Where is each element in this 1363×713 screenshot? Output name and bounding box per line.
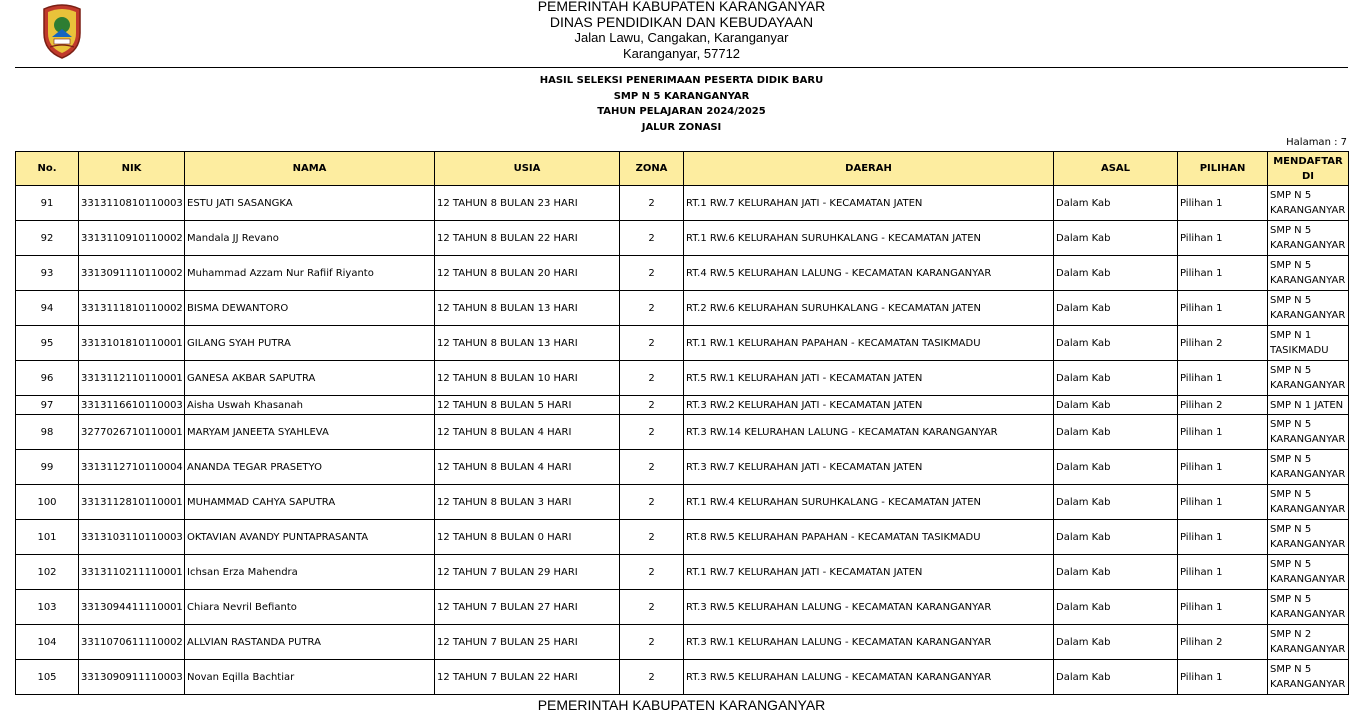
cell-pilihan: Pilihan 2 [1178,396,1268,415]
table-row [16,590,1349,625]
table-header-row [16,152,1349,186]
cell-nama: ANANDA TEGAR PRASETYO [185,450,435,485]
cell-nama: GILANG SYAH PUTRA [185,326,435,361]
cell-usia: 12 TAHUN 8 BULAN 13 HARI [435,291,620,326]
cell-pilihan: Pilihan 1 [1178,361,1268,396]
table-row [16,361,1349,396]
cell-daerah: RT.1 RW.4 KELURAHAN SURUHKALANG - KECAMATAN JATEN [684,485,1054,520]
cell-zona: 2 [620,450,684,485]
cell-daerah: RT.1 RW.6 KELURAHAN SURUHKALANG - KECAMATAN JATEN [684,221,1054,256]
cell-mendaftar: SMP N 5 KARANGANYAR [1268,186,1349,221]
cell-mendaftar: SMP N 5 KARANGANYAR [1268,291,1349,326]
cell-asal: Dalam Kab [1054,555,1178,590]
cell-nik: 3313110810110003 [79,186,185,221]
cell-pilihan: Pilihan 1 [1178,221,1268,256]
table-row [16,485,1349,520]
cell-no: 96 [16,361,79,396]
letterhead-address: Jalan Lawu, Cangakan, Karanganyar [574,30,789,45]
cell-nama: ALLVIAN RASTANDA PUTRA [185,625,435,660]
cell-daerah: RT.3 RW.5 KELURAHAN LALUNG - KECAMATAN KARANGANYAR [684,660,1054,695]
cell-zona: 2 [620,256,684,291]
cell-asal: Dalam Kab [1054,396,1178,415]
column-header-zona: ZONA [620,152,684,186]
title-line-1: HASIL SELEKSI PENERIMAAN PESERTA DIDIK BARU [539,75,824,86]
cell-usia: 12 TAHUN 8 BULAN 4 HARI [435,415,620,450]
cell-mendaftar: SMP N 5 KARANGANYAR [1268,485,1349,520]
cell-usia: 12 TAHUN 8 BULAN 22 HARI [435,221,620,256]
title-line-2: SMP N 5 KARANGANYAR [613,90,750,102]
cell-asal: Dalam Kab [1054,256,1178,291]
cell-zona: 2 [620,555,684,590]
column-header-asal: ASAL [1054,152,1178,186]
cell-mendaftar: SMP N 5 KARANGANYAR [1268,221,1349,256]
cell-mendaftar: SMP N 5 KARANGANYAR [1268,450,1349,485]
cell-asal: Dalam Kab [1054,485,1178,520]
cell-nama: Aisha Uswah Khasanah [185,396,435,415]
cell-usia: 12 TAHUN 8 BULAN 4 HARI [435,450,620,485]
cell-asal: Dalam Kab [1054,326,1178,361]
cell-nik: 3313116610110003 [79,396,185,415]
cell-daerah: RT.3 RW.2 KELURAHAN JATI - KECAMATAN JATEN [684,396,1054,415]
cell-mendaftar: SMP N 5 KARANGANYAR [1268,590,1349,625]
cell-no: 98 [16,415,79,450]
document-title [0,73,1363,135]
cell-nik: 3313111810110002 [79,291,185,326]
cell-no: 103 [16,590,79,625]
cell-asal: Dalam Kab [1054,625,1178,660]
cell-daerah: RT.3 RW.1 KELURAHAN LALUNG - KECAMATAN KARANGANYAR [684,625,1054,660]
cell-zona: 2 [620,361,684,396]
table-row [16,520,1349,555]
cell-nama: MARYAM JANEETA SYAHLEVA [185,415,435,450]
column-header-mendaftar: MENDAFTAR DI [1268,152,1349,186]
cell-nik: 3313110910110002 [79,221,185,256]
cell-pilihan: Pilihan 1 [1178,186,1268,221]
cell-daerah: RT.1 RW.1 KELURAHAN PAPAHAN - KECAMATAN TASIKMADU [684,326,1054,361]
cell-zona: 2 [620,326,684,361]
table-row [16,660,1349,695]
cell-asal: Dalam Kab [1054,221,1178,256]
cell-mendaftar: SMP N 5 KARANGANYAR [1268,520,1349,555]
cell-usia: 12 TAHUN 8 BULAN 0 HARI [435,520,620,555]
table-row [16,415,1349,450]
cell-zona: 2 [620,415,684,450]
table-row [16,186,1349,221]
cell-no: 97 [16,396,79,415]
cell-pilihan: Pilihan 1 [1178,485,1268,520]
cell-nik: 3311070611110002 [79,625,185,660]
cell-mendaftar: SMP N 2 KARANGANYAR [1268,625,1349,660]
cell-nama: BISMA DEWANTORO [185,291,435,326]
cell-nik: 3313101810110001 [79,326,185,361]
table-row [16,555,1349,590]
cell-daerah: RT.3 RW.14 KELURAHAN LALUNG - KECAMATAN KARANGANYAR [684,415,1054,450]
cell-nama: MUHAMMAD CAHYA SAPUTRA [185,485,435,520]
cell-zona: 2 [620,625,684,660]
cell-asal: Dalam Kab [1054,186,1178,221]
cell-daerah: RT.1 RW.7 KELURAHAN JATI - KECAMATAN JATEN [684,186,1054,221]
cell-no: 104 [16,625,79,660]
cell-no: 99 [16,450,79,485]
cell-pilihan: Pilihan 1 [1178,450,1268,485]
cell-nama: Ichsan Erza Mahendra [185,555,435,590]
cell-pilihan: Pilihan 1 [1178,590,1268,625]
cell-pilihan: Pilihan 1 [1178,415,1268,450]
cell-no: 92 [16,221,79,256]
cell-nama: OKTAVIAN AVANDY PUNTAPRASANTA [185,520,435,555]
title-line-3: TAHUN PELAJARAN 2024/2025 [597,106,766,117]
cell-nik: 3313090911110003 [79,660,185,695]
cell-mendaftar: SMP N 5 KARANGANYAR [1268,555,1349,590]
cell-mendaftar: SMP N 5 KARANGANYAR [1268,361,1349,396]
cell-asal: Dalam Kab [1054,660,1178,695]
cell-pilihan: Pilihan 1 [1178,256,1268,291]
cell-mendaftar: SMP N 1 JATEN [1268,396,1349,415]
title-line-4: JALUR ZONASI [641,121,722,133]
cell-pilihan: Pilihan 1 [1178,555,1268,590]
letterhead-divider [15,67,1348,68]
cell-nama: Muhammad Azzam Nur Rafiif Riyanto [185,256,435,291]
column-header-nama: NAMA [185,152,435,186]
next-page-header-fragment: PEMERINTAH KABUPATEN KARANGANYAR [537,697,826,713]
cell-zona: 2 [620,221,684,256]
cell-pilihan: Pilihan 1 [1178,660,1268,695]
cell-usia: 12 TAHUN 7 BULAN 25 HARI [435,625,620,660]
cell-asal: Dalam Kab [1054,361,1178,396]
column-header-no: No. [16,152,79,186]
cell-usia: 12 TAHUN 7 BULAN 29 HARI [435,555,620,590]
cell-zona: 2 [620,520,684,555]
cell-daerah: RT.4 RW.5 KELURAHAN LALUNG - KECAMATAN KARANGANYAR [684,256,1054,291]
cell-daerah: RT.2 RW.6 KELURAHAN SURUHKALANG - KECAMATAN JATEN [684,291,1054,326]
cell-usia: 12 TAHUN 8 BULAN 3 HARI [435,485,620,520]
cell-no: 93 [16,256,79,291]
cell-nama: Novan Eqilla Bachtiar [185,660,435,695]
cell-pilihan: Pilihan 2 [1178,326,1268,361]
cell-no: 91 [16,186,79,221]
cell-mendaftar: SMP N 1 TASIKMADU [1268,326,1349,361]
cell-nik: 3313094411110001 [79,590,185,625]
cell-zona: 2 [620,485,684,520]
cell-zona: 2 [620,396,684,415]
column-header-nik: NIK [79,152,185,186]
cell-mendaftar: SMP N 5 KARANGANYAR [1268,660,1349,695]
cell-asal: Dalam Kab [1054,520,1178,555]
cell-asal: Dalam Kab [1054,450,1178,485]
cell-nama: Mandala JJ Revano [185,221,435,256]
cell-asal: Dalam Kab [1054,291,1178,326]
cell-nik: 3313112710110004 [79,450,185,485]
cell-nama: GANESA AKBAR SAPUTRA [185,361,435,396]
cell-nik: 3313110211110001 [79,555,185,590]
letterhead-line-1: PEMERINTAH KABUPATEN KARANGANYAR [537,0,826,14]
table-row [16,291,1349,326]
cell-asal: Dalam Kab [1054,415,1178,450]
cell-zona: 2 [620,291,684,326]
cell-daerah: RT.3 RW.5 KELURAHAN LALUNG - KECAMATAN KARANGANYAR [684,590,1054,625]
cell-usia: 12 TAHUN 8 BULAN 13 HARI [435,326,620,361]
page-number: Halaman : 7 [1286,137,1347,148]
cell-nama: Chiara Nevril Befianto [185,590,435,625]
letterhead-city: Karanganyar, 57712 [622,46,741,61]
cell-daerah: RT.5 RW.1 KELURAHAN JATI - KECAMATAN JATEN [684,361,1054,396]
cell-daerah: RT.3 RW.7 KELURAHAN JATI - KECAMATAN JATEN [684,450,1054,485]
cell-daerah: RT.8 RW.5 KELURAHAN PAPAHAN - KECAMATAN TASIKMADU [684,520,1054,555]
cell-no: 100 [16,485,79,520]
cell-usia: 12 TAHUN 8 BULAN 20 HARI [435,256,620,291]
cell-pilihan: Pilihan 1 [1178,291,1268,326]
letterhead-line-2: DINAS PENDIDIKAN DAN KEBUDAYAAN [549,14,814,30]
cell-no: 102 [16,555,79,590]
cell-no: 105 [16,660,79,695]
table-row [16,326,1349,361]
cell-usia: 12 TAHUN 8 BULAN 5 HARI [435,396,620,415]
column-header-daerah: DAERAH [684,152,1054,186]
cell-pilihan: Pilihan 1 [1178,520,1268,555]
cell-usia: 12 TAHUN 7 BULAN 27 HARI [435,590,620,625]
table-row [16,221,1349,256]
cell-no: 94 [16,291,79,326]
cell-daerah: RT.1 RW.7 KELURAHAN JATI - KECAMATAN JATEN [684,555,1054,590]
cell-mendaftar: SMP N 5 KARANGANYAR [1268,415,1349,450]
cell-no: 95 [16,326,79,361]
cell-nik: 3313112810110001 [79,485,185,520]
cell-nik: 3313091110110002 [79,256,185,291]
cell-pilihan: Pilihan 2 [1178,625,1268,660]
cell-usia: 12 TAHUN 8 BULAN 23 HARI [435,186,620,221]
cell-nama: ESTU JATI SASANGKA [185,186,435,221]
cell-no: 101 [16,520,79,555]
cell-zona: 2 [620,590,684,625]
cell-asal: Dalam Kab [1054,590,1178,625]
cell-nik: 3277026710110001 [79,415,185,450]
cell-nik: 3313103110110003 [79,520,185,555]
column-header-pilihan: PILIHAN [1178,152,1268,186]
cell-zona: 2 [620,186,684,221]
column-header-usia: USIA [435,152,620,186]
table-row [16,625,1349,660]
cell-zona: 2 [620,660,684,695]
table-row [16,450,1349,485]
table-row [16,396,1349,415]
table-row [16,256,1349,291]
cell-usia: 12 TAHUN 8 BULAN 10 HARI [435,361,620,396]
cell-mendaftar: SMP N 5 KARANGANYAR [1268,256,1349,291]
cell-usia: 12 TAHUN 7 BULAN 22 HARI [435,660,620,695]
cell-nik: 3313112110110001 [79,361,185,396]
results-table [15,151,1349,695]
